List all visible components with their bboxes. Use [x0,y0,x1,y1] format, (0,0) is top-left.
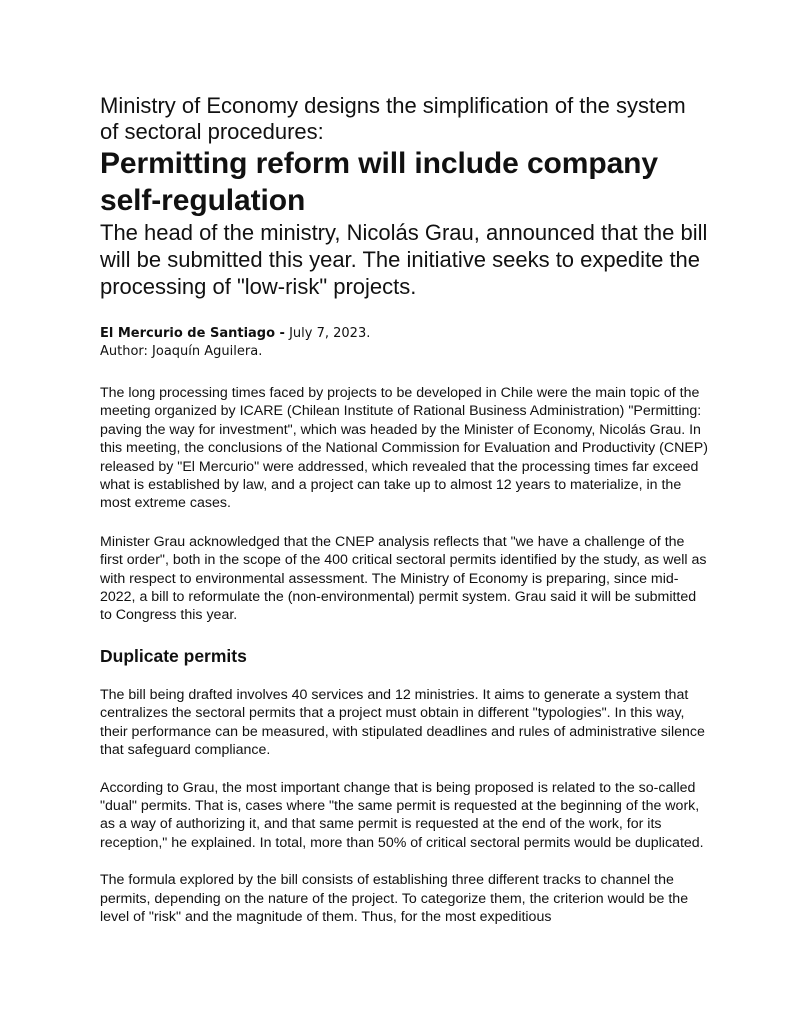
body-paragraph: The long processing times faced by projects to be developed in Chile were the main topic of the meeting organized by ICARE (Chilean Institute of Rational Business Administration) "Permitting: paving the way for investment", which was headed by the Minister of Economy, Nicolás Grau. In this meeting, the conclusions of the National Commission for Evaluation and Productivity (CNEP) released by "El Mercurio" were addressed, which revealed that the processing times far exceed what is established by law, and a project can take up to almost 12 years to materialize, in the most extreme cases. [100,385,708,512]
body-paragraph: The formula explored by the bill consists of establishing three different tracks to channel the permits, depending on the nature of the project. To categorize them, the criterion would be the level of "risk" and the magnitude of them. Thus, for the most expeditious [100,872,689,925]
section-subhead: Duplicate permits [100,645,247,666]
article-headline: Permitting reform will include company self-regulation [100,147,658,217]
article-byline [100,325,710,361]
article [100,93,710,926]
body-paragraph: Minister Grau acknowledged that the CNEP analysis reflects that "we have a challenge of the first order", both in the scope of the 400 critical sectoral permits identified by the study, as well as with respect to environmental assessment. The Ministry of Economy is preparing, since mid-2022, a bill to reformulate the (non-environmental) permit system. Grau said it will be submitted to Congress this year. [100,533,707,624]
byline-date: July 7, 2023. [284,326,371,341]
article-deck: The head of the ministry, Nicolás Grau, announced that the bill will be submitted this year. The initiative seeks to expedite the processing of "low-risk" projects. [100,220,708,299]
byline-source-line [100,325,710,343]
body-paragraph: The bill being drafted involves 40 services and 12 ministries. It aims to generate a system that centralizes the sectoral permits that a project must obtain in different "typologies". In this way, their performance can be measured, with stipulated deadlines and rules of administrative silence that safeguard compliance. [100,686,705,759]
body-paragraph: According to Grau, the most important change that is being proposed is related to the so-called "dual" permits. That is, cases where "the same permit is requested at the beginning of the work, as a way of authorizing it, and that same permit is requested at the end of the work, for its reception," he explained. In total, more than 50% of critical sectoral permits would be duplicated. [100,779,704,851]
byline-author: Author: Joaquín Aguilera. [100,344,263,359]
article-kicker: Ministry of Economy designs the simplification of the system of sectoral procedures: [100,93,686,144]
byline-source: El Mercurio de Santiago - [100,326,285,341]
